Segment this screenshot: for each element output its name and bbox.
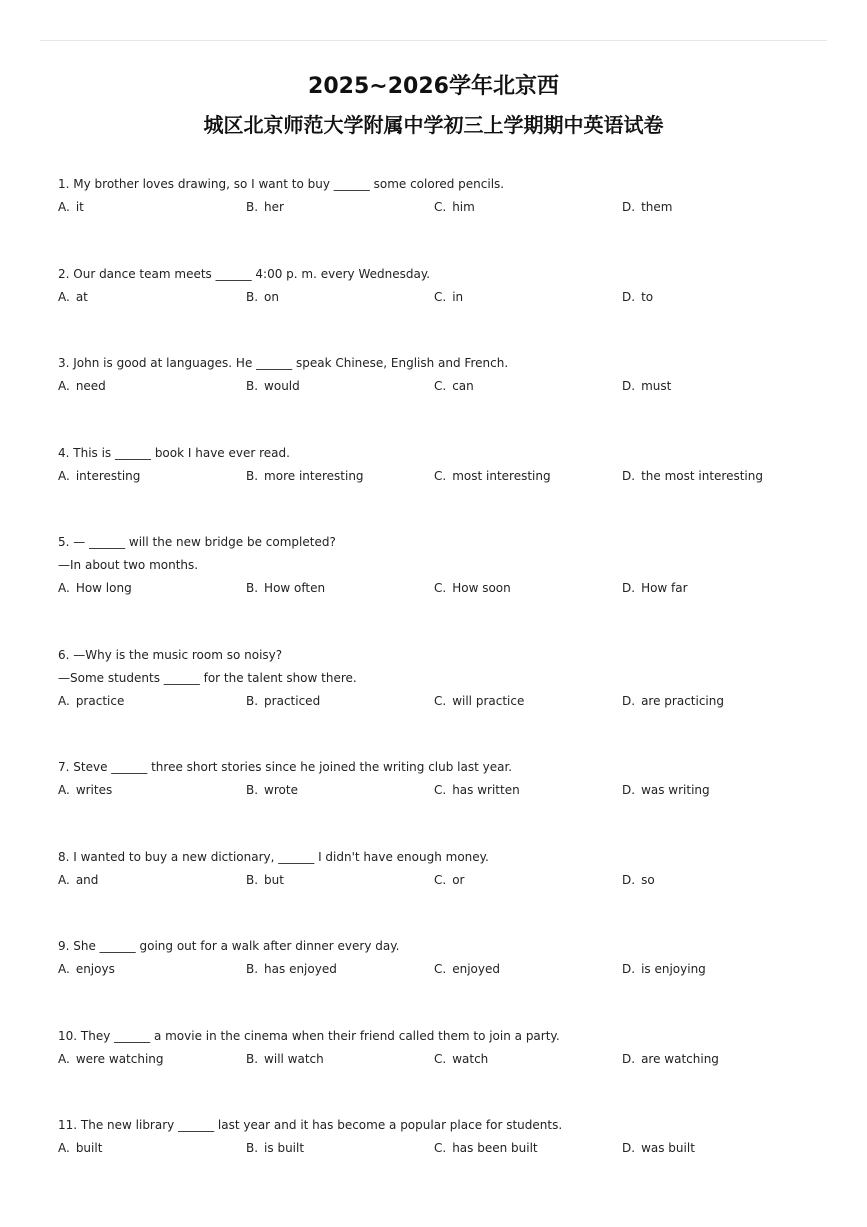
option-text: has written <box>452 783 520 797</box>
option-letter: D. <box>622 379 636 393</box>
answer-options <box>58 286 818 309</box>
option-a[interactable] <box>58 1048 164 1071</box>
header-divider <box>40 40 827 41</box>
option-letter: D. <box>622 200 636 214</box>
option-text: so <box>641 872 655 887</box>
option-letter: C. <box>434 783 447 797</box>
option-d[interactable] <box>622 1048 719 1071</box>
option-text: are watching <box>641 1051 719 1066</box>
question-stem: 9. She ______ going out for a walk after dinner every day. <box>58 939 400 953</box>
answer-options <box>58 958 818 981</box>
option-letter: B. <box>246 693 259 708</box>
option-letter: C. <box>434 693 447 708</box>
option-letter: A. <box>58 1051 70 1066</box>
option-b[interactable] <box>246 779 298 802</box>
option-b[interactable] <box>246 196 284 219</box>
option-letter: A. <box>58 289 70 304</box>
question-11 <box>58 1114 818 1204</box>
answer-options <box>58 465 818 488</box>
option-letter: A. <box>58 468 70 483</box>
option-text: practiced <box>264 693 321 708</box>
option-text: watch <box>452 1051 489 1066</box>
option-text: but <box>264 872 284 887</box>
option-letter: A. <box>58 200 70 214</box>
option-text: were watching <box>75 1051 164 1066</box>
option-text: was writing <box>641 783 710 797</box>
question-4 <box>58 442 818 532</box>
option-b[interactable] <box>246 577 325 600</box>
option-b[interactable] <box>246 1137 304 1160</box>
question-stem: 8. I wanted to buy a new dictionary, ______ I didn't have enough money. <box>58 849 489 864</box>
option-c[interactable] <box>434 375 474 398</box>
option-a[interactable] <box>58 958 115 981</box>
option-a[interactable] <box>58 465 140 488</box>
option-letter: B. <box>246 1141 259 1155</box>
answer-options <box>58 690 818 713</box>
option-a[interactable] <box>58 690 124 713</box>
option-text: to <box>641 289 654 304</box>
question-stem: 11. The new library ______ last year and it has become a popular place for students. <box>58 1118 563 1132</box>
option-letter: B. <box>246 200 259 214</box>
option-text: them <box>641 200 673 214</box>
question-1 <box>58 173 818 263</box>
option-letter: D. <box>622 1051 636 1066</box>
option-text: and <box>75 872 99 887</box>
option-text: more interesting <box>264 468 364 483</box>
question-stem: 4. This is ______ book I have ever read. <box>58 445 290 460</box>
option-d[interactable] <box>622 869 655 892</box>
answer-options <box>58 869 818 892</box>
question-stem: 1. My brother loves drawing, so I want to buy ______ some colored pencils. <box>58 177 505 191</box>
option-letter: C. <box>434 872 447 887</box>
option-letter: D. <box>622 468 636 483</box>
option-d[interactable] <box>622 779 710 802</box>
question-stem: 2. Our dance team meets ______ 4:00 p. m. every Wednesday. <box>58 266 431 281</box>
option-text: on <box>264 289 279 304</box>
option-c[interactable] <box>434 286 463 309</box>
option-b[interactable] <box>246 465 364 488</box>
option-text: built <box>75 1141 103 1155</box>
question-3 <box>58 352 818 442</box>
option-text: are practicing <box>641 693 724 708</box>
option-text: will watch <box>264 1051 324 1066</box>
option-text: was built <box>641 1141 695 1155</box>
option-text: it <box>75 200 84 214</box>
option-letter: C. <box>434 581 447 595</box>
option-a[interactable] <box>58 1137 102 1160</box>
option-letter: B. <box>246 289 259 304</box>
answer-options <box>58 375 818 398</box>
answer-options <box>58 577 818 600</box>
question-list <box>58 173 818 1204</box>
question-8 <box>58 846 818 936</box>
option-text: wrote <box>264 783 298 797</box>
option-d[interactable] <box>622 690 724 713</box>
answer-options <box>58 779 818 802</box>
option-letter: C. <box>434 468 447 483</box>
option-letter: D. <box>622 872 636 887</box>
option-b[interactable] <box>246 1048 324 1071</box>
answer-options <box>58 1048 818 1071</box>
option-letter: A. <box>58 693 70 708</box>
option-a[interactable] <box>58 286 88 309</box>
option-text: her <box>264 200 284 214</box>
option-text: in <box>452 289 464 304</box>
option-d[interactable] <box>622 465 763 488</box>
option-c[interactable] <box>434 779 520 802</box>
option-c[interactable] <box>434 577 511 600</box>
option-letter: B. <box>246 379 259 393</box>
option-c[interactable] <box>434 1137 538 1160</box>
option-letter: C. <box>434 200 447 214</box>
option-d[interactable] <box>622 196 672 219</box>
option-text: at <box>75 289 88 304</box>
question-7 <box>58 756 818 846</box>
option-letter: A. <box>58 581 70 595</box>
option-text: has enjoyed <box>264 962 337 976</box>
option-text: How far <box>641 581 688 595</box>
option-text: writes <box>75 783 113 797</box>
question-stem: 5. — ______ will the new bridge be completed? <box>58 535 336 549</box>
option-text: must <box>641 379 672 393</box>
option-letter: D. <box>622 581 636 595</box>
answer-options <box>58 196 818 219</box>
option-a[interactable] <box>58 577 132 600</box>
option-text: is enjoying <box>641 962 706 976</box>
option-c[interactable] <box>434 690 524 713</box>
option-letter: B. <box>246 962 259 976</box>
question-stem: 6. —Why is the music room so noisy? <box>58 647 283 662</box>
option-letter: C. <box>434 1141 447 1155</box>
option-letter: C. <box>434 1051 447 1066</box>
option-text: How long <box>75 581 132 595</box>
question-stem: 3. John is good at languages. He ______ speak Chinese, English and French. <box>58 356 509 370</box>
option-text: How soon <box>452 581 511 595</box>
question-stem-continued: —Some students ______ for the talent show there. <box>58 670 357 685</box>
question-6 <box>58 644 818 757</box>
option-letter: D. <box>622 289 636 304</box>
option-d[interactable] <box>622 375 671 398</box>
option-letter: B. <box>246 783 259 797</box>
option-a[interactable] <box>58 196 84 219</box>
option-c[interactable] <box>434 196 475 219</box>
option-text: enjoys <box>75 962 115 976</box>
question-10 <box>58 1025 818 1115</box>
option-c[interactable] <box>434 869 464 892</box>
option-text: most interesting <box>452 468 551 483</box>
option-text: enjoyed <box>452 962 500 976</box>
option-d[interactable] <box>622 958 706 981</box>
option-c[interactable] <box>434 1048 488 1071</box>
option-b[interactable] <box>246 690 320 713</box>
option-letter: B. <box>246 468 259 483</box>
option-letter: A. <box>58 1141 70 1155</box>
option-text: or <box>452 872 465 887</box>
option-letter: A. <box>58 379 70 393</box>
question-stem: 10. They ______ a movie in the cinema when their friend called them to join a party. <box>58 1028 560 1043</box>
option-text: the most interesting <box>641 468 763 483</box>
option-letter: C. <box>434 289 447 304</box>
option-letter: D. <box>622 693 636 708</box>
option-text: has been built <box>452 1141 538 1155</box>
option-d[interactable] <box>622 577 688 600</box>
option-letter: B. <box>246 581 259 595</box>
option-letter: D. <box>622 962 636 976</box>
question-stem: 7. Steve ______ three short stories since he joined the writing club last year. <box>58 760 513 774</box>
option-c[interactable] <box>434 958 500 981</box>
option-text: need <box>75 379 106 393</box>
option-text: is built <box>264 1141 305 1155</box>
option-letter: A. <box>58 872 70 887</box>
page-title-line-2: 城区北京师范大学附属中学初三上学期期中英语试卷 <box>203 113 664 137</box>
page-title-line-1: 2025~2026学年北京西 <box>308 74 559 99</box>
question-9 <box>58 935 818 1025</box>
question-5 <box>58 531 818 644</box>
option-b[interactable] <box>246 286 279 309</box>
option-text: can <box>452 379 474 393</box>
option-b[interactable] <box>246 958 337 981</box>
question-2 <box>58 263 818 353</box>
option-text: would <box>264 379 300 393</box>
question-stem-continued: —In about two months. <box>58 558 199 572</box>
option-a[interactable] <box>58 779 112 802</box>
option-b[interactable] <box>246 375 300 398</box>
option-letter: C. <box>434 962 447 976</box>
option-letter: B. <box>246 872 259 887</box>
option-letter: B. <box>246 1051 259 1066</box>
option-b[interactable] <box>246 869 284 892</box>
option-text: interesting <box>75 468 141 483</box>
option-d[interactable] <box>622 286 653 309</box>
option-text: him <box>452 200 475 214</box>
option-letter: D. <box>622 1141 636 1155</box>
option-letter: A. <box>58 962 70 976</box>
option-letter: D. <box>622 783 636 797</box>
option-text: will practice <box>452 693 525 708</box>
option-letter: A. <box>58 783 70 797</box>
option-text: How often <box>264 581 326 595</box>
option-c[interactable] <box>434 465 551 488</box>
option-a[interactable] <box>58 869 98 892</box>
option-d[interactable] <box>622 1137 695 1160</box>
option-letter: C. <box>434 379 447 393</box>
answer-options <box>58 1137 818 1160</box>
option-text: practice <box>75 693 125 708</box>
option-a[interactable] <box>58 375 106 398</box>
